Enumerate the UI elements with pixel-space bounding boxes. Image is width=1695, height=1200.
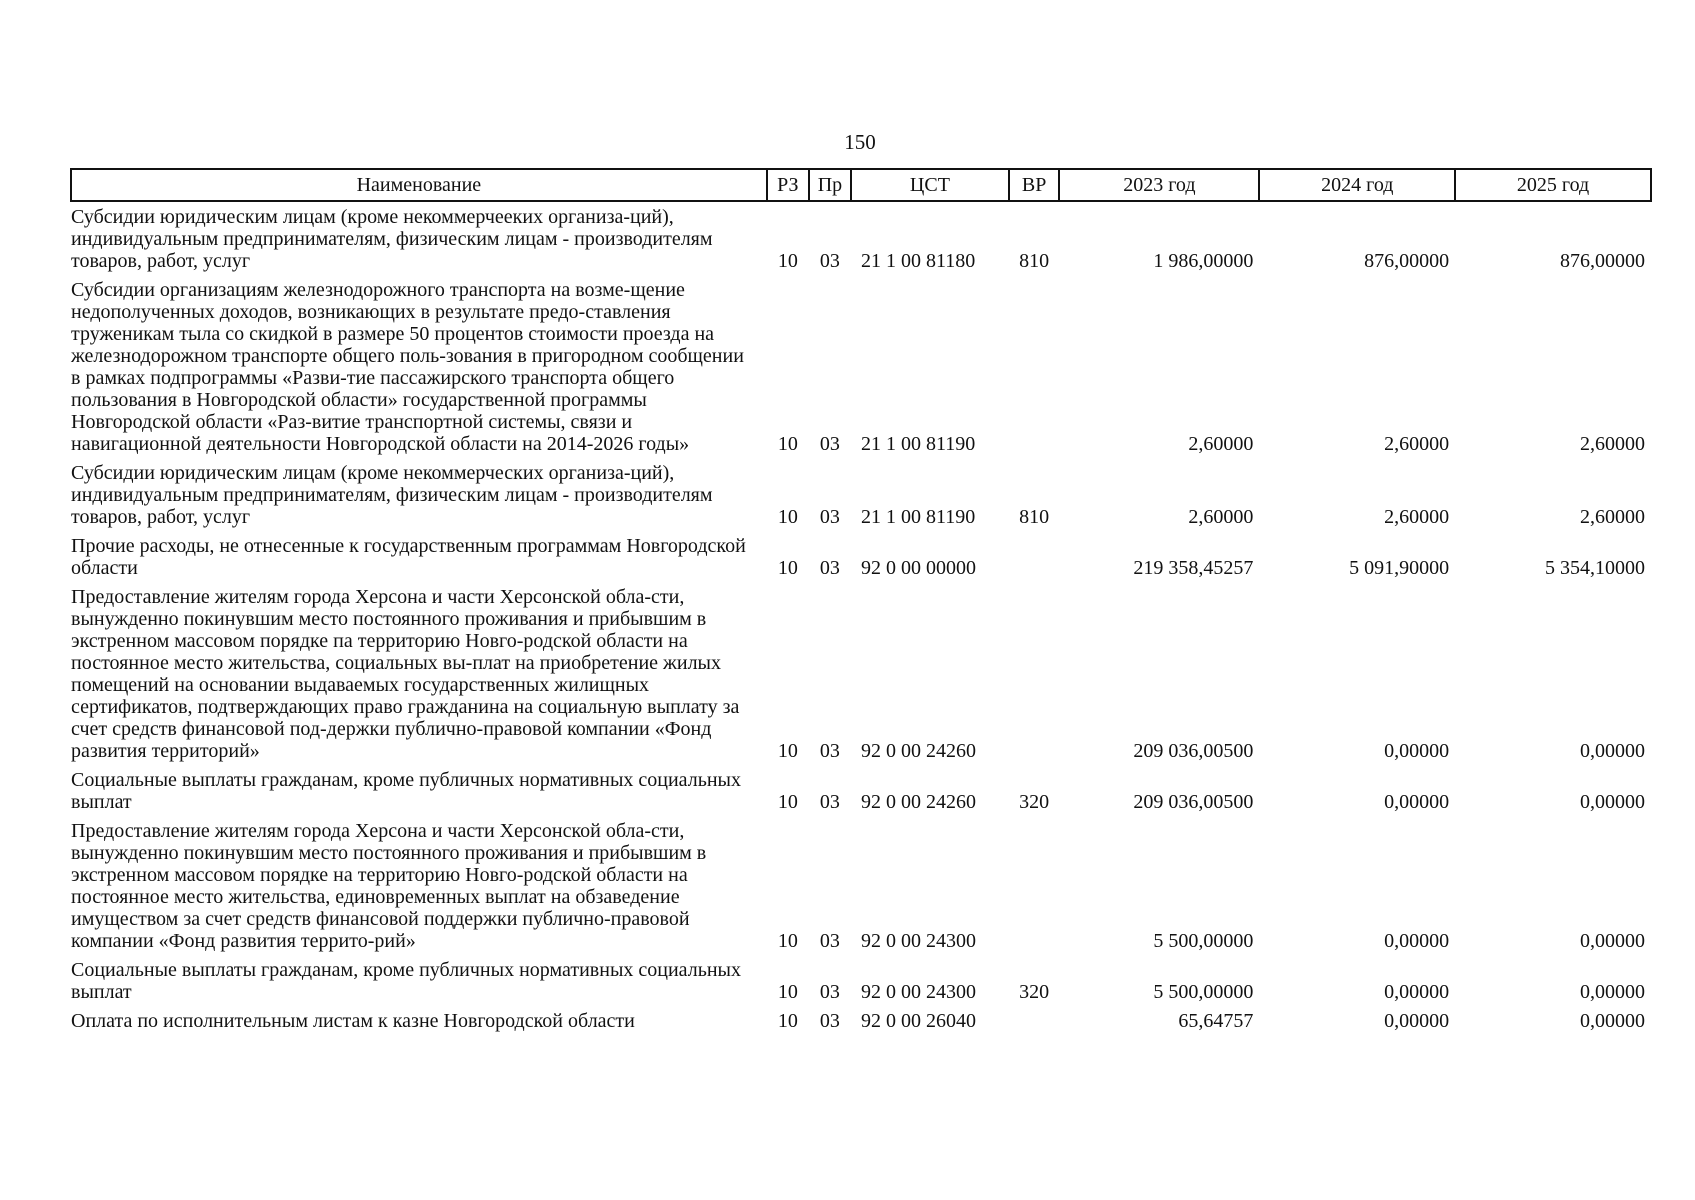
row-vr: 810 [1019,250,1050,272]
row-2024: 2,60000 [1384,433,1450,455]
header-name: Наименование [71,169,767,201]
row-cst: 21 1 00 81190 [860,433,976,455]
row-cst: 92 0 00 24300 [860,981,976,1003]
row-name: Прочие расходы, не отнесенные к государственным программам Новгородской области [71,535,746,579]
row-cst: 92 0 00 00000 [860,557,976,579]
row-2025: 0,00000 [1580,740,1645,762]
row-2023: 2,60000 [1188,433,1254,455]
row-vr [1009,531,1060,582]
row-2023: 219 358,45257 [1133,557,1254,579]
header-2025: 2025 год [1455,169,1651,201]
row-vr [1009,816,1060,955]
row-name: Субсидии юридическим лицам (кроме некоммерчеекиx организа-ций), индивидуальным предпринимателям, физическим лицам - производителям товаров, работ, услуг [71,206,713,272]
row-pr: 03 [819,250,840,272]
row-pr: 03 [819,1010,840,1032]
table-row [71,816,1651,955]
row-2025: 0,00000 [1580,930,1645,952]
row-rz: 10 [777,930,798,952]
row-2024: 5 091,90000 [1349,557,1450,579]
table-row [71,1006,1651,1035]
row-rz: 10 [777,557,798,579]
row-2023: 1 986,00000 [1153,250,1254,272]
row-2023: 5 500,00000 [1153,981,1254,1003]
table-row [71,201,1651,275]
row-2024: 0,00000 [1384,740,1450,762]
header-vr: ВР [1009,169,1060,201]
row-cst: 21 1 00 81180 [860,250,976,272]
row-2025: 2,60000 [1580,433,1645,455]
table-row [71,531,1651,582]
row-cst: 21 1 00 81190 [860,506,976,528]
row-rz: 10 [777,791,798,813]
row-2024: 2,60000 [1384,506,1450,528]
row-2025: 5 354,10000 [1545,557,1645,579]
row-name: Социальные выплаты гражданам, кроме публичных нормативных социальных выплат [71,959,741,1003]
row-2024: 0,00000 [1384,791,1450,813]
row-cst: 92 0 00 24300 [860,930,976,952]
row-cst: 92 0 00 24260 [860,791,976,813]
page-number: 150 [844,130,876,154]
row-rz: 10 [777,250,798,272]
row-name: Субсидии организациям железнодорожного транспорта на возме-щение недополученных доходов, возникающих в результате предо-ставления труженикам тыла со скидкой в размере 50 процентов стоимости проезда на железнодорожном транспорте общего поль-зования в пригородном сообщении в рамках подпрограммы «Разви-тие пассажирского транспорта общего пользования в Новгородской области» государственной программы Новгородской области «Раз-витие транспортной системы, связи и навигационной деятельности Новгородской области на 2014-2026 годы» [71,279,744,455]
row-pr: 03 [819,740,840,762]
row-2023: 65,64757 [1178,1010,1254,1032]
row-rz: 10 [777,1010,798,1032]
row-vr: 320 [1019,791,1050,813]
row-name: Социальные выплаты гражданам, кроме публичных нормативных социальных выплат [71,769,741,813]
row-vr: 810 [1019,506,1050,528]
row-2025: 0,00000 [1580,1010,1645,1032]
row-vr: 320 [1019,981,1050,1003]
header-rz: РЗ [767,169,809,201]
row-pr: 03 [819,557,840,579]
row-2024: 0,00000 [1384,1010,1450,1032]
row-rz: 10 [777,740,798,762]
row-cst: 92 0 00 26040 [860,1010,976,1032]
table-row [71,458,1651,531]
row-pr: 03 [819,433,840,455]
row-2023: 209 036,00500 [1133,791,1254,813]
row-vr [1009,1006,1060,1035]
row-cst: 92 0 00 24260 [860,740,976,762]
row-2025: 0,00000 [1580,791,1645,813]
row-pr: 03 [819,506,840,528]
row-vr [1009,275,1060,458]
header-pr: Пр [809,169,851,201]
row-2023: 209 036,00500 [1133,740,1254,762]
row-pr: 03 [819,791,840,813]
header-2024: 2024 год [1259,169,1455,201]
row-pr: 03 [819,981,840,1003]
row-2025: 2,60000 [1580,506,1645,528]
table-header-row [71,169,1651,201]
row-rz: 10 [777,506,798,528]
row-2025: 876,00000 [1560,250,1645,272]
table-row [71,582,1651,765]
table-row [71,275,1651,458]
table-row [71,765,1651,816]
budget-table [70,168,1652,1035]
row-2024: 0,00000 [1384,930,1450,952]
row-2023: 5 500,00000 [1153,930,1254,952]
row-2024: 0,00000 [1384,981,1450,1003]
row-rz: 10 [777,981,798,1003]
row-name: Субсидии юридическим лицам (кроме некоммерческих организа-ций), индивидуальным предпринимателям, физическим лицам - производителям товаров, работ, услуг [71,462,713,528]
header-cst: ЦСТ [851,169,1009,201]
header-2023: 2023 год [1059,169,1259,201]
row-2023: 2,60000 [1188,506,1254,528]
table-row [71,955,1651,1006]
row-2025: 0,00000 [1580,981,1645,1003]
row-vr [1009,582,1060,765]
row-rz: 10 [777,433,798,455]
row-name: Предоставление жителям города Херсона и части Херсонской обла-сти, вынужденно покинувшим место постоянного проживания и прибывшим в экстренном массовом порядке на территорию Новго-родской области на постоянное место жительства, единовременных выплат на обзаведение имуществом за счет средств финансовой поддержки публично-правовой компании «Фонд развития террито-рий» [71,820,707,952]
row-name: Оплата по исполнительным листам к казне Новгородской области [71,1010,635,1032]
row-pr: 03 [819,930,840,952]
row-2024: 876,00000 [1364,250,1450,272]
row-name: Предоставление жителям города Херсона и части Херсонской обла-сти, вынужденно покинувшим место постоянного проживания и прибывшим в экстренном массовом порядке па территорию Новго-родской области на постоянное место жительства, социальных вы-плат на приобретение жилых помещений на основании выдаваемых государственных жилищных сертификатов, подтверждающих право гражданина на социальную выплату за счет средств финансовой под-держки публично-правовой компании «Фонд развития территорий» [71,586,740,762]
